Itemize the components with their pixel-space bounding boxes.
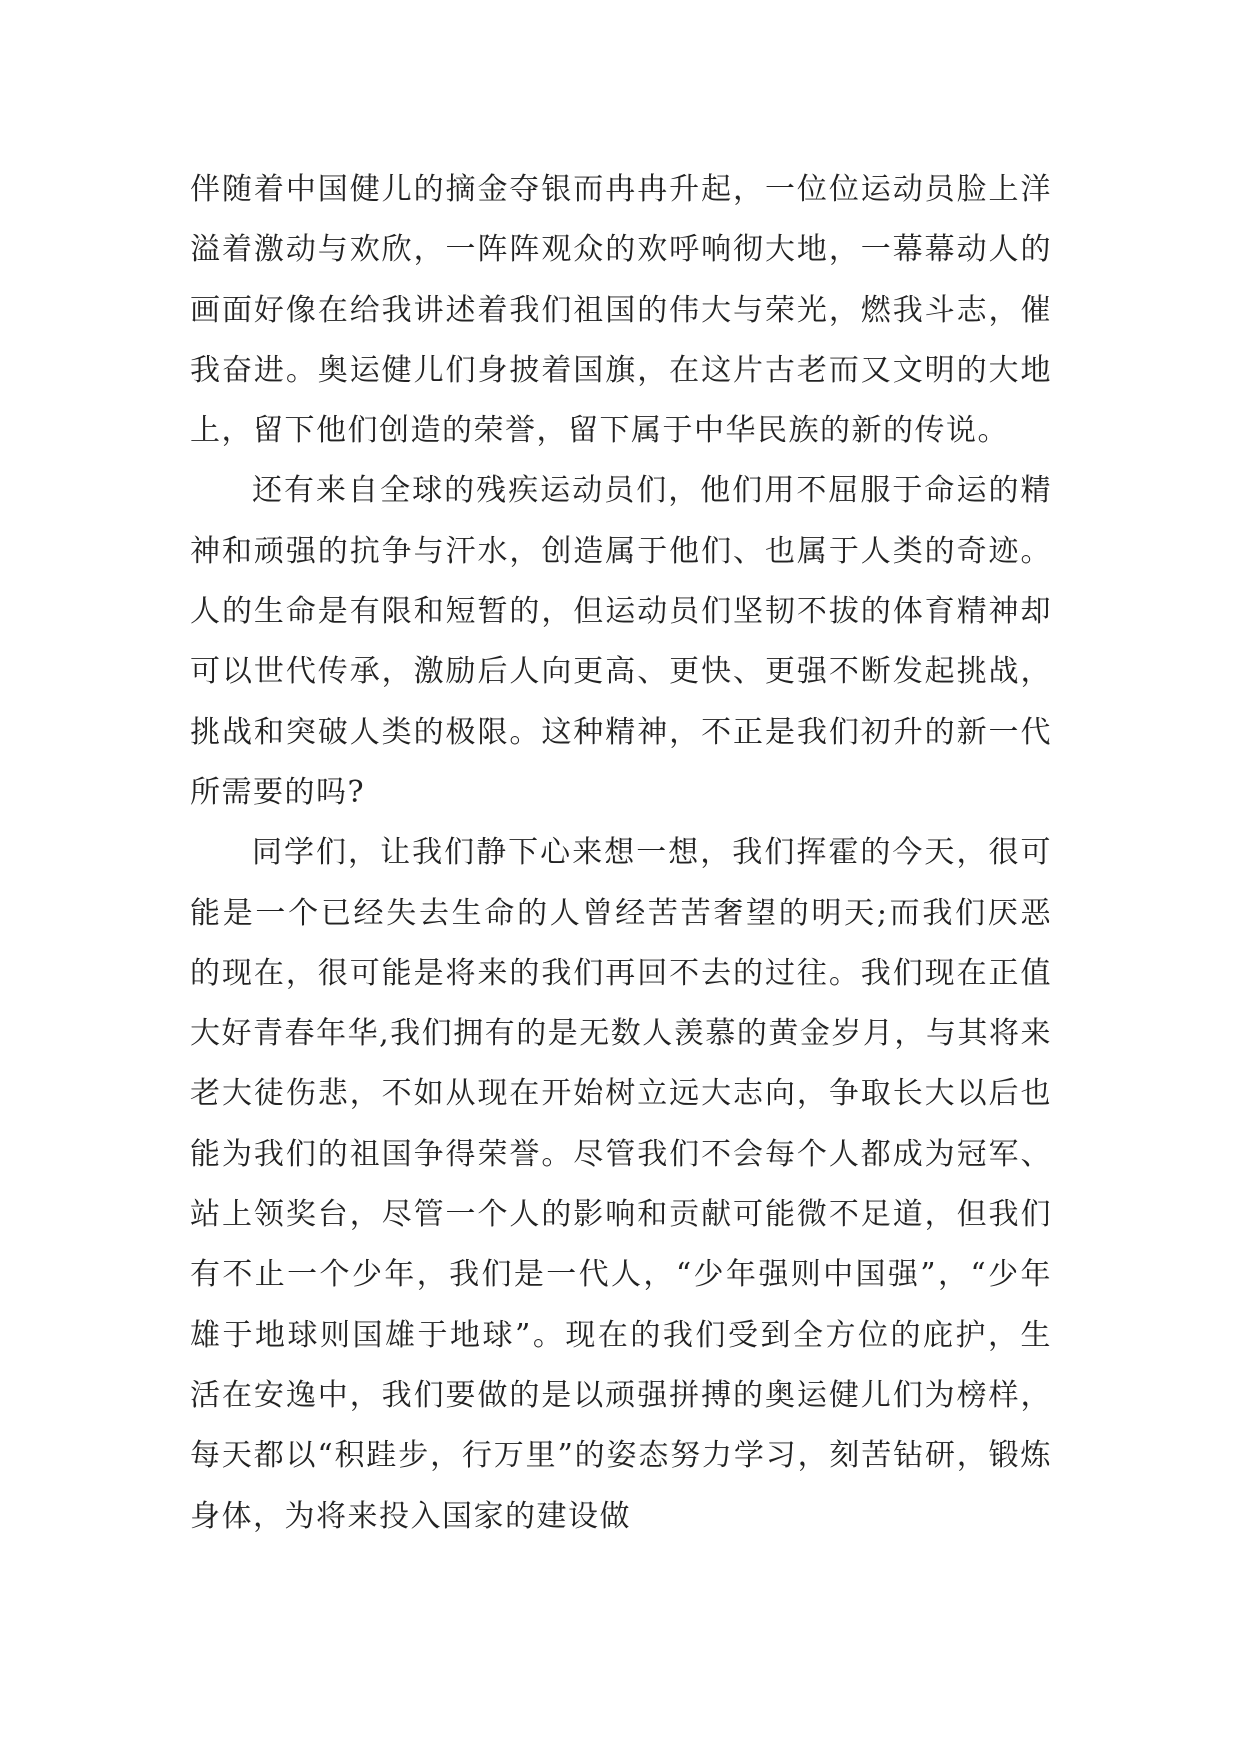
paragraph-students: 同学们，让我们静下心来想一想，我们挥霍的今天，很可能是一个已经失去生命的人曾经苦苦奢望的明天;而我们厌恶的现在，很可能是将来的我们再回不去的过往。我们现在正值大好青春年华,我们拥有的是无数人羡慕的黄金岁月，与其将来老大徒伤悲，不如从现在开始树立远大志向，争取长大以后也能为我们的祖国争得荣誉。尽管我们不会每个人都成为冠军、站上领奖台，尽管一个人的影响和贡献可能微不足道，但我们有不止一个少年，我们是一代人，“少年强则中国强”，“少年雄于地球则国雄于地球”。现在的我们受到全方位的庇护，生活在安逸中，我们要做的是以顽强拼搏的奥运健儿们为榜样，每天都以“积跬步，行万里”的姿态努力学习，刻苦钻研，锻炼身体，为将来投入国家的建设做 <box>190 835 1052 1534</box>
paragraph-continued: 伴随着中国健儿的摘金夺银而冉冉升起，一位位运动员脸上洋溢着激动与欢欣，一阵阵观众的欢呼响彻大地，一幕幕动人的画面好像在给我讲述着我们祖国的伟大与荣光，燃我斗志，催我奋进。奥运健儿们身披着国旗，在这片古老而又文明的大地上，留下他们创造的荣誉，留下属于中华民族的新的传说。 <box>190 172 1052 449</box>
paragraph-athletes: 还有来自全球的残疾运动员们，他们用不屈服于命运的精神和顽强的抗争与汗水，创造属于他们、也属于人类的奇迹。人的生命是有限和短暂的，但运动员们坚韧不拔的体育精神却可以世代传承，激励后人向更高、更快、更强不断发起挑战，挑战和突破人类的极限。这种精神，不正是我们初升的新一代所需要的吗? <box>190 473 1052 810</box>
document-body <box>190 160 1052 1547</box>
